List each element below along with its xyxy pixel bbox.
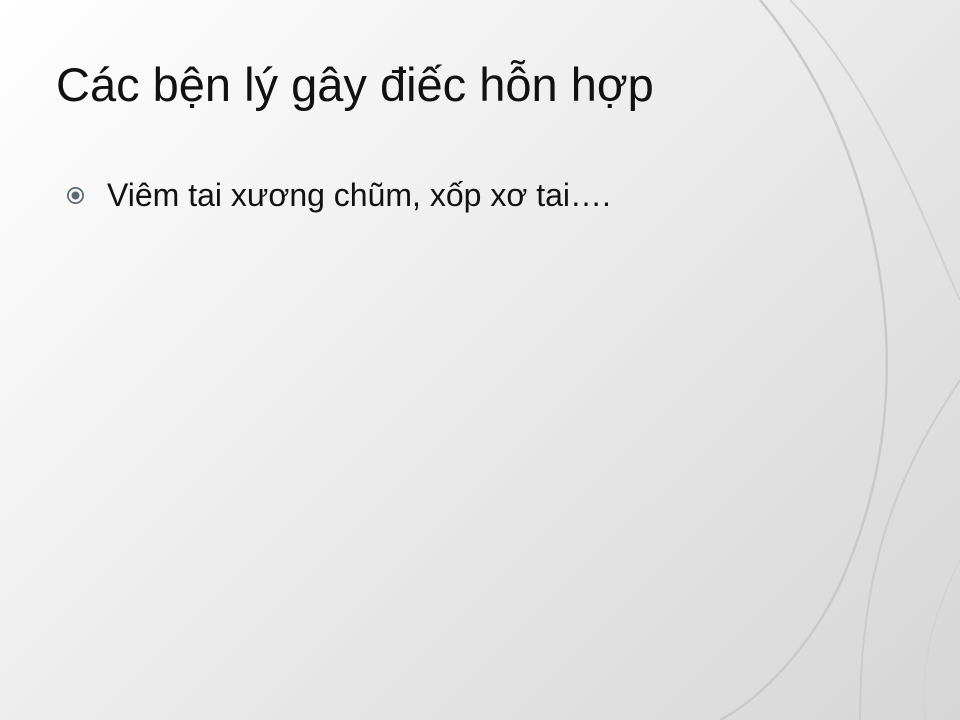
slide-title: Các bện lý gây điếc hỗn hợp: [56, 58, 654, 111]
background-curve-outer: [790, 0, 960, 300]
background-curve-large: [720, 0, 887, 720]
bullet-list: [66, 176, 611, 214]
list-item: [66, 176, 611, 214]
background-curve-small: [860, 380, 960, 720]
circled-dot-icon: [66, 186, 85, 205]
bullet-text: Viêm tai xương chũm, xốp xơ tai….: [107, 177, 611, 213]
background-curve-corner: [924, 560, 960, 720]
